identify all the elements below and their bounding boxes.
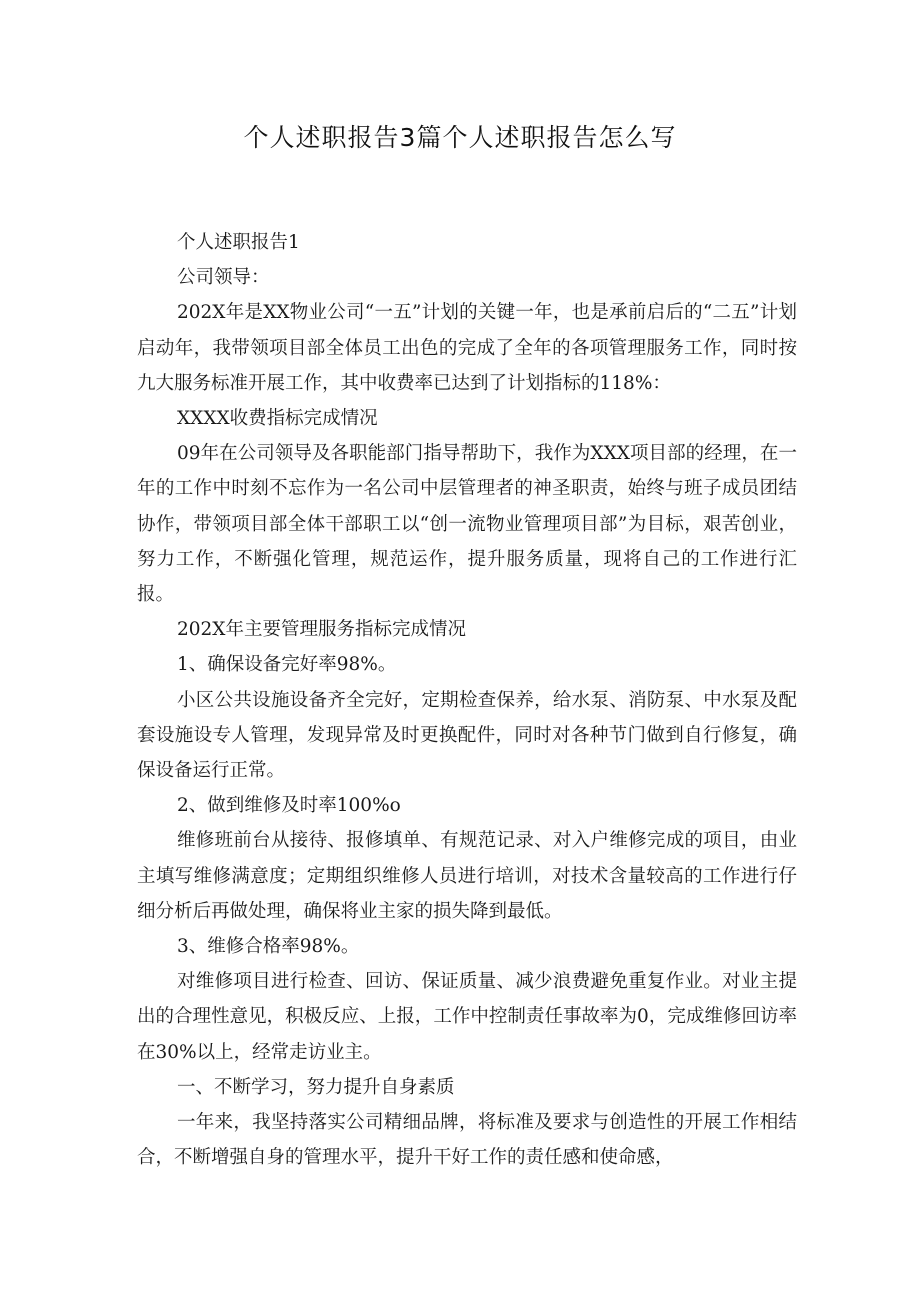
list-item-heading: 2、做到维修及时率100%o	[177, 795, 401, 817]
paragraph: 对维修项目进行检查、回访、保证质量、减少浪费避免重复作业。对业主提出的合理性意见，积极反应、上报，工作中控制责任事故率为0，完成维修回访率在30%以上，经常走访业主。	[137, 971, 797, 1063]
section-heading: 202X年主要管理服务指标完成情况	[177, 619, 466, 641]
paragraph: 一年来，我坚持落实公司精细品牌，将标准及要求与创造性的开展工作相结合，不断增强自身的管理水平，提升干好工作的责任感和使命感，	[137, 1112, 797, 1169]
list-item-heading: 3、维修合格率98%。	[177, 936, 360, 958]
document-body	[137, 225, 797, 1175]
paragraph: 维修班前台从接待、报修填单、有规范记录、对入户维修完成的项目，由业主填写维修满意度；定期组织维修人员进行培训，对技术含量较高的工作进行仔细分析后再做处理，确保将业主家的损失降到最低。	[137, 830, 797, 922]
paragraph: 09年在公司领导及各职能部门指导帮助下，我作为XXX项目部的经理，在一年的工作中时刻不忘作为一名公司中层管理者的神圣职责，始终与班子成员团结协作，带领项目部全体干部职工以“创一流物业管理项目部”为目标，艰苦创业，努力工作，不断强化管理，规范运作，提升服务质量，现将自己的工作进行汇报。	[137, 443, 797, 606]
paragraph: 小区公共设施设备齐全完好，定期检查保养，给水泵、消防泵、中水泵及配套设施设专人管理，发现异常及时更换配件，同时对各种节门做到自行修复，确保设备运行正常。	[137, 689, 797, 782]
report-heading: 个人述职报告1	[177, 232, 300, 253]
paragraph: 202X年是XX物业公司“一五”计划的关键一年，也是承前启后的“二五”计划启动年，我带领项目部全体员工出色的完成了全年的各项管理服务工作，同时按九大服务标准开展工作，其中收费率已达到了计划指标的118%：	[137, 302, 797, 394]
salutation: 公司领导：	[177, 267, 270, 289]
section-heading: XXXX收费指标完成情况	[177, 408, 378, 430]
document-title: 个人述职报告3篇个人述职报告怎么写	[243, 123, 677, 152]
section-heading: 一、不断学习，努力提升自身素质	[177, 1076, 455, 1098]
list-item-heading: 1、确保设备完好率98%。	[177, 654, 397, 676]
